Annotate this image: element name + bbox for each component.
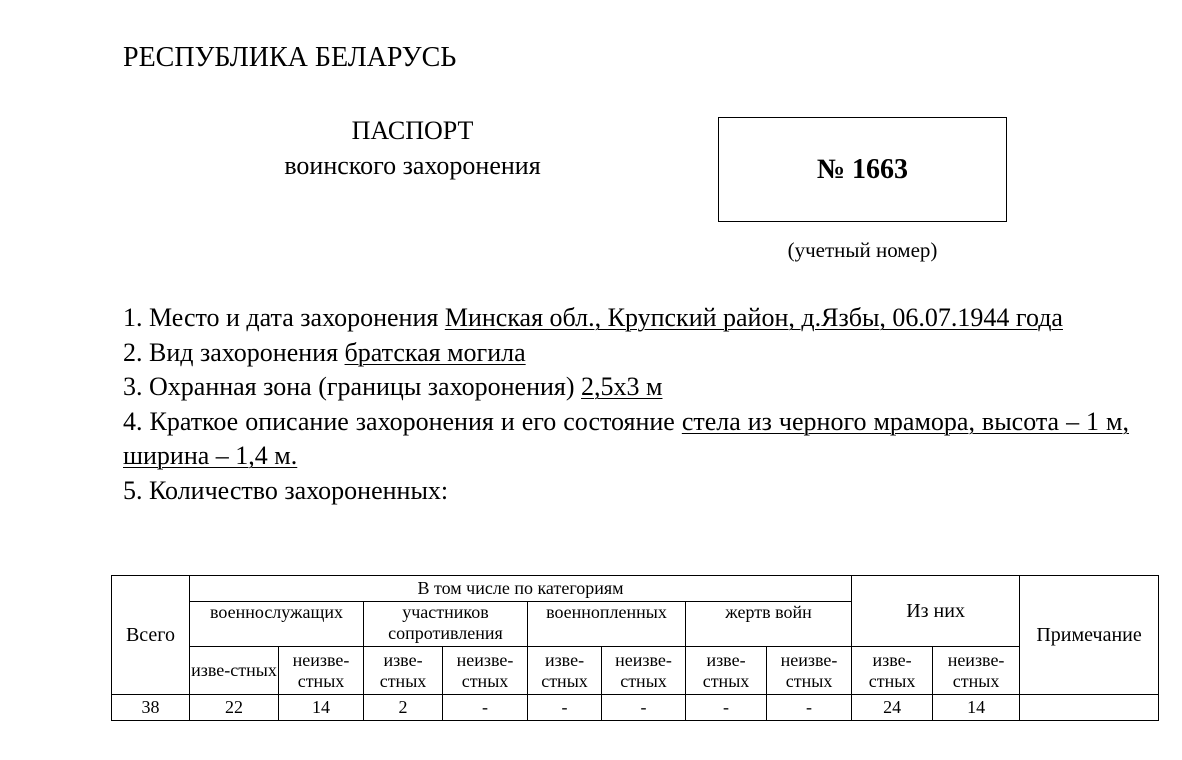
field-burial-place-date [123,301,1129,336]
registration-number-box [718,117,1007,222]
title-line-1: ПАСПОРТ [351,116,474,145]
header-resistance: участников сопротивления [364,602,528,647]
field-3-value: 2,5х3 м [581,372,663,401]
field-1-value: Минская обл., Крупский район, д.Язбы, 06.07.1944 года [444,303,1063,332]
subheader-victims-unknown: неизве-стных [767,647,852,695]
field-1-label: 1. Место и дата захоронения [123,303,439,332]
subheader-of-them-unknown: неизве-стных [933,647,1020,695]
title-line-2: воинского захоронения [284,151,541,180]
header-total: Всего [112,576,190,695]
header-war-victims: жертв войн [686,602,852,647]
field-description [123,405,1129,474]
cell-of-them-known: 24 [852,695,933,721]
cell-pow-known: - [528,695,602,721]
field-protection-zone [123,370,1129,405]
registration-number-caption: (учетный номер) [787,238,938,262]
subheader-military-unknown: неизве-стных [279,647,364,695]
cell-of-them-unknown: 14 [933,695,1020,721]
subheader-pow-known: изве-стных [528,647,602,695]
subheader-pow-unknown: неизве-стных [602,647,686,695]
subheader-resistance-known: изве-стных [364,647,443,695]
cell-pow-unknown: - [602,695,686,721]
cell-victims-known: - [686,695,767,721]
cell-total: 38 [112,695,190,721]
registration-number: № 1663 [816,153,909,185]
field-4-value: стела из черного мрамора, высота – 1 м, ширина – 1,4 м. [123,406,1129,470]
header-categories: В том числе по категориям [190,576,852,602]
cell-military-unknown: 14 [279,695,364,721]
subheader-resistance-unknown: неизве-стных [443,647,528,695]
field-5-label: 5. Количество захороненных: [123,475,449,505]
country-heading: РЕСПУБЛИКА БЕЛАРУСЬ [123,42,457,73]
field-burial-type [123,336,1129,371]
subheader-of-them-known: изве-стных [852,647,933,695]
cell-resistance-unknown: - [443,695,528,721]
field-4-label: 4. Краткое описание захоронения и его состояние [123,406,675,436]
header-note: Примечание [1020,576,1159,695]
cell-resistance-known: 2 [364,695,443,721]
cell-victims-unknown: - [767,695,852,721]
document-title [230,113,595,183]
header-of-them: Из них [852,576,1020,647]
field-3-label: 3. Охранная зона (границы захоронения) [123,372,575,401]
buried-count-table [111,575,1159,721]
field-2-label: 2. Вид захоронения [123,337,339,367]
table-row [112,695,1159,721]
header-pow: военнопленных [528,602,686,647]
subheader-military-known: изве-стных [190,647,279,695]
field-buried-count [123,474,1129,509]
subheader-victims-known: изве-стных [686,647,767,695]
header-military: военнослужащих [190,602,364,647]
cell-note [1020,695,1159,721]
field-2-value: братская могила [344,337,526,367]
cell-military-known: 22 [190,695,279,721]
passport-fields [123,301,1129,508]
